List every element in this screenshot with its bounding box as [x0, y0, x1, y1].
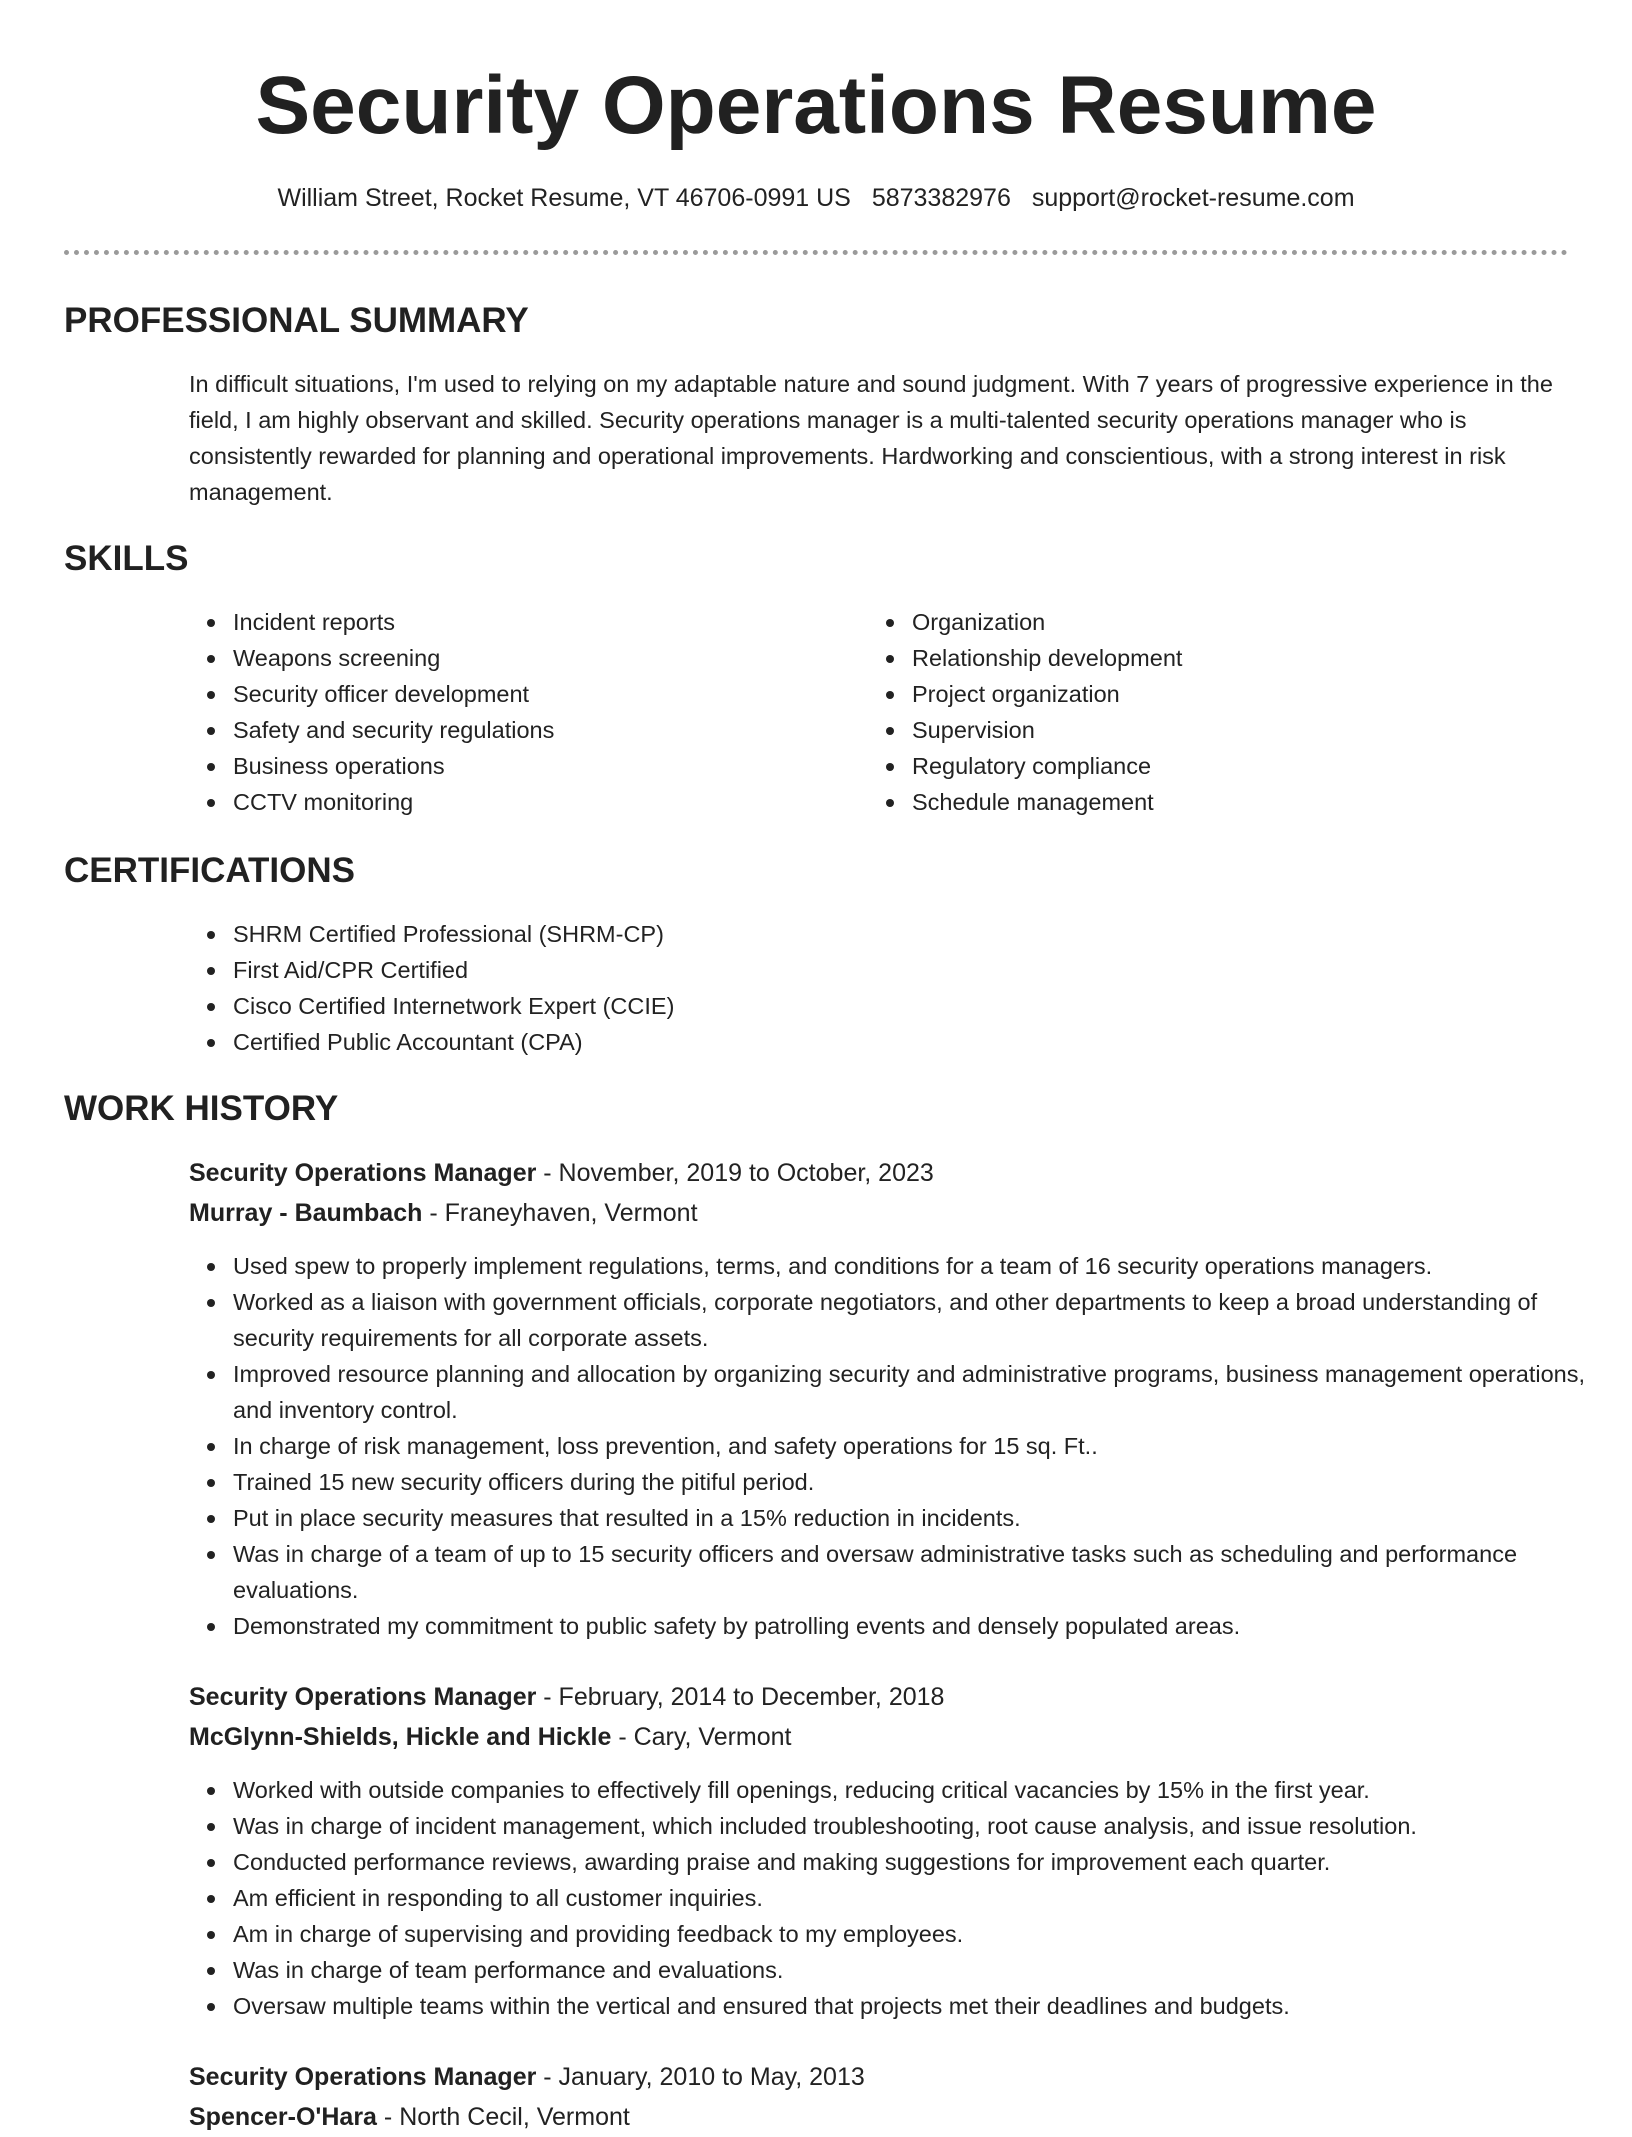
skills-list-right: [868, 604, 1512, 820]
job-bullet: Demonstrated my commitment to public safety by patrolling events and densely populated areas.: [233, 1608, 1612, 1644]
job-bullet: Oversaw multiple teams within the vertical and ensured that projects met their deadlines and budgets.: [233, 1988, 1612, 2024]
job-bullet: Was in charge of incident management, which included troubleshooting, root cause analysis, and issue resolution.: [233, 1808, 1612, 1844]
job-bullet: Put in place security measures that resulted in a 15% reduction in incidents.: [233, 1500, 1612, 1536]
job-bullet: Trained 15 new security officers during the pitiful period.: [233, 1464, 1612, 1500]
contact-email: support@rocket-resume.com: [1031, 184, 1355, 212]
job-title-line: [189, 1153, 934, 1193]
job-role: Security Operations Manager: [189, 1683, 537, 1711]
job-title-line: [189, 1677, 944, 1717]
skill-item: Incident reports: [233, 604, 833, 640]
job-bullets: [189, 1772, 1612, 2024]
skill-item: CCTV monitoring: [233, 784, 833, 820]
skills-list-left: [189, 604, 833, 820]
skill-item: Supervision: [912, 712, 1512, 748]
certifications-list: [189, 916, 1233, 1060]
job-location: - North Cecil, Vermont: [383, 2103, 630, 2131]
contact-phone: 5873382976: [871, 184, 1011, 212]
skill-item: Weapons screening: [233, 640, 833, 676]
skill-item: Schedule management: [912, 784, 1512, 820]
skill-item: Safety and security regulations: [233, 712, 833, 748]
skill-item: Organization: [912, 604, 1512, 640]
job-company: Spencer-O'Hara: [189, 2103, 377, 2131]
job-dates: - January, 2010 to May, 2013: [543, 2063, 865, 2091]
job-bullet: Improved resource planning and allocation by organizing security and administrative programs, business management operations, and inventory control.: [233, 1356, 1612, 1428]
skill-item: Relationship development: [912, 640, 1512, 676]
job-bullet: Am in charge of supervising and providing feedback to my employees.: [233, 1916, 1612, 1952]
header-divider: [64, 250, 1568, 255]
job-location: - Franeyhaven, Vermont: [429, 1199, 698, 1227]
skill-item: Business operations: [233, 748, 833, 784]
work-history-heading: WORK HISTORY: [64, 1089, 339, 1128]
job-role: Security Operations Manager: [189, 1159, 537, 1187]
certifications-heading: CERTIFICATIONS: [64, 851, 356, 890]
job-company-line: [189, 1717, 792, 1757]
job-dates: - November, 2019 to October, 2023: [543, 1159, 934, 1187]
certification-item: First Aid/CPR Certified: [233, 952, 1233, 988]
certification-item: Cisco Certified Internetwork Expert (CCIE): [233, 988, 1233, 1024]
skill-item: Security officer development: [233, 676, 833, 712]
job-bullet: Am efficient in responding to all customer inquiries.: [233, 1880, 1612, 1916]
skill-item: Project organization: [912, 676, 1512, 712]
job-bullet: Worked as a liaison with government officials, corporate negotiators, and other departments to keep a broad understanding of security requirements for all corporate assets.: [233, 1284, 1612, 1356]
skill-item: Regulatory compliance: [912, 748, 1512, 784]
job-company: Murray - Baumbach: [189, 1199, 423, 1227]
summary-text: In difficult situations, I'm used to relying on my adaptable nature and sound judgment. With 7 years of progressive experience in the field, I am highly observant and skilled. Security operations manager is a multi-talented security operations manager who is consistently rewarded for planning and operational improvements. Hardworking and conscientious, with a strong interest in risk management.: [189, 371, 1553, 505]
certification-item: Certified Public Accountant (CPA): [233, 1024, 1233, 1060]
contact-address: William Street, Rocket Resume, VT 46706-0991 US: [277, 184, 851, 212]
job-bullet: Worked with outside companies to effectively fill openings, reducing critical vacancies by 15% in the first year.: [233, 1772, 1612, 1808]
job-bullets: [189, 1248, 1612, 1644]
certification-item: SHRM Certified Professional (SHRM-CP): [233, 916, 1233, 952]
job-bullet: Used spew to properly implement regulations, terms, and conditions for a team of 16 security operations managers.: [233, 1248, 1612, 1284]
summary-heading: PROFESSIONAL SUMMARY: [64, 301, 529, 340]
contact-line: [0, 180, 1632, 216]
skills-heading: SKILLS: [64, 539, 189, 578]
job-company-line: [189, 2097, 630, 2137]
job-location: - Cary, Vermont: [618, 1723, 792, 1751]
job-bullet: In charge of risk management, loss prevention, and safety operations for 15 sq. Ft..: [233, 1428, 1612, 1464]
job-company-line: [189, 1193, 698, 1233]
job-dates: - February, 2014 to December, 2018: [543, 1683, 945, 1711]
job-bullet: Was in charge of a team of up to 15 security officers and oversaw administrative tasks such as scheduling and performance evaluations.: [233, 1536, 1612, 1608]
resume-title: Security Operations Resume: [255, 60, 1377, 151]
job-role: Security Operations Manager: [189, 2063, 537, 2091]
job-bullet: Conducted performance reviews, awarding praise and making suggestions for improvement each quarter.: [233, 1844, 1612, 1880]
job-company: McGlynn-Shields, Hickle and Hickle: [189, 1723, 612, 1751]
job-title-line: [189, 2057, 865, 2097]
job-bullet: Was in charge of team performance and evaluations.: [233, 1952, 1612, 1988]
